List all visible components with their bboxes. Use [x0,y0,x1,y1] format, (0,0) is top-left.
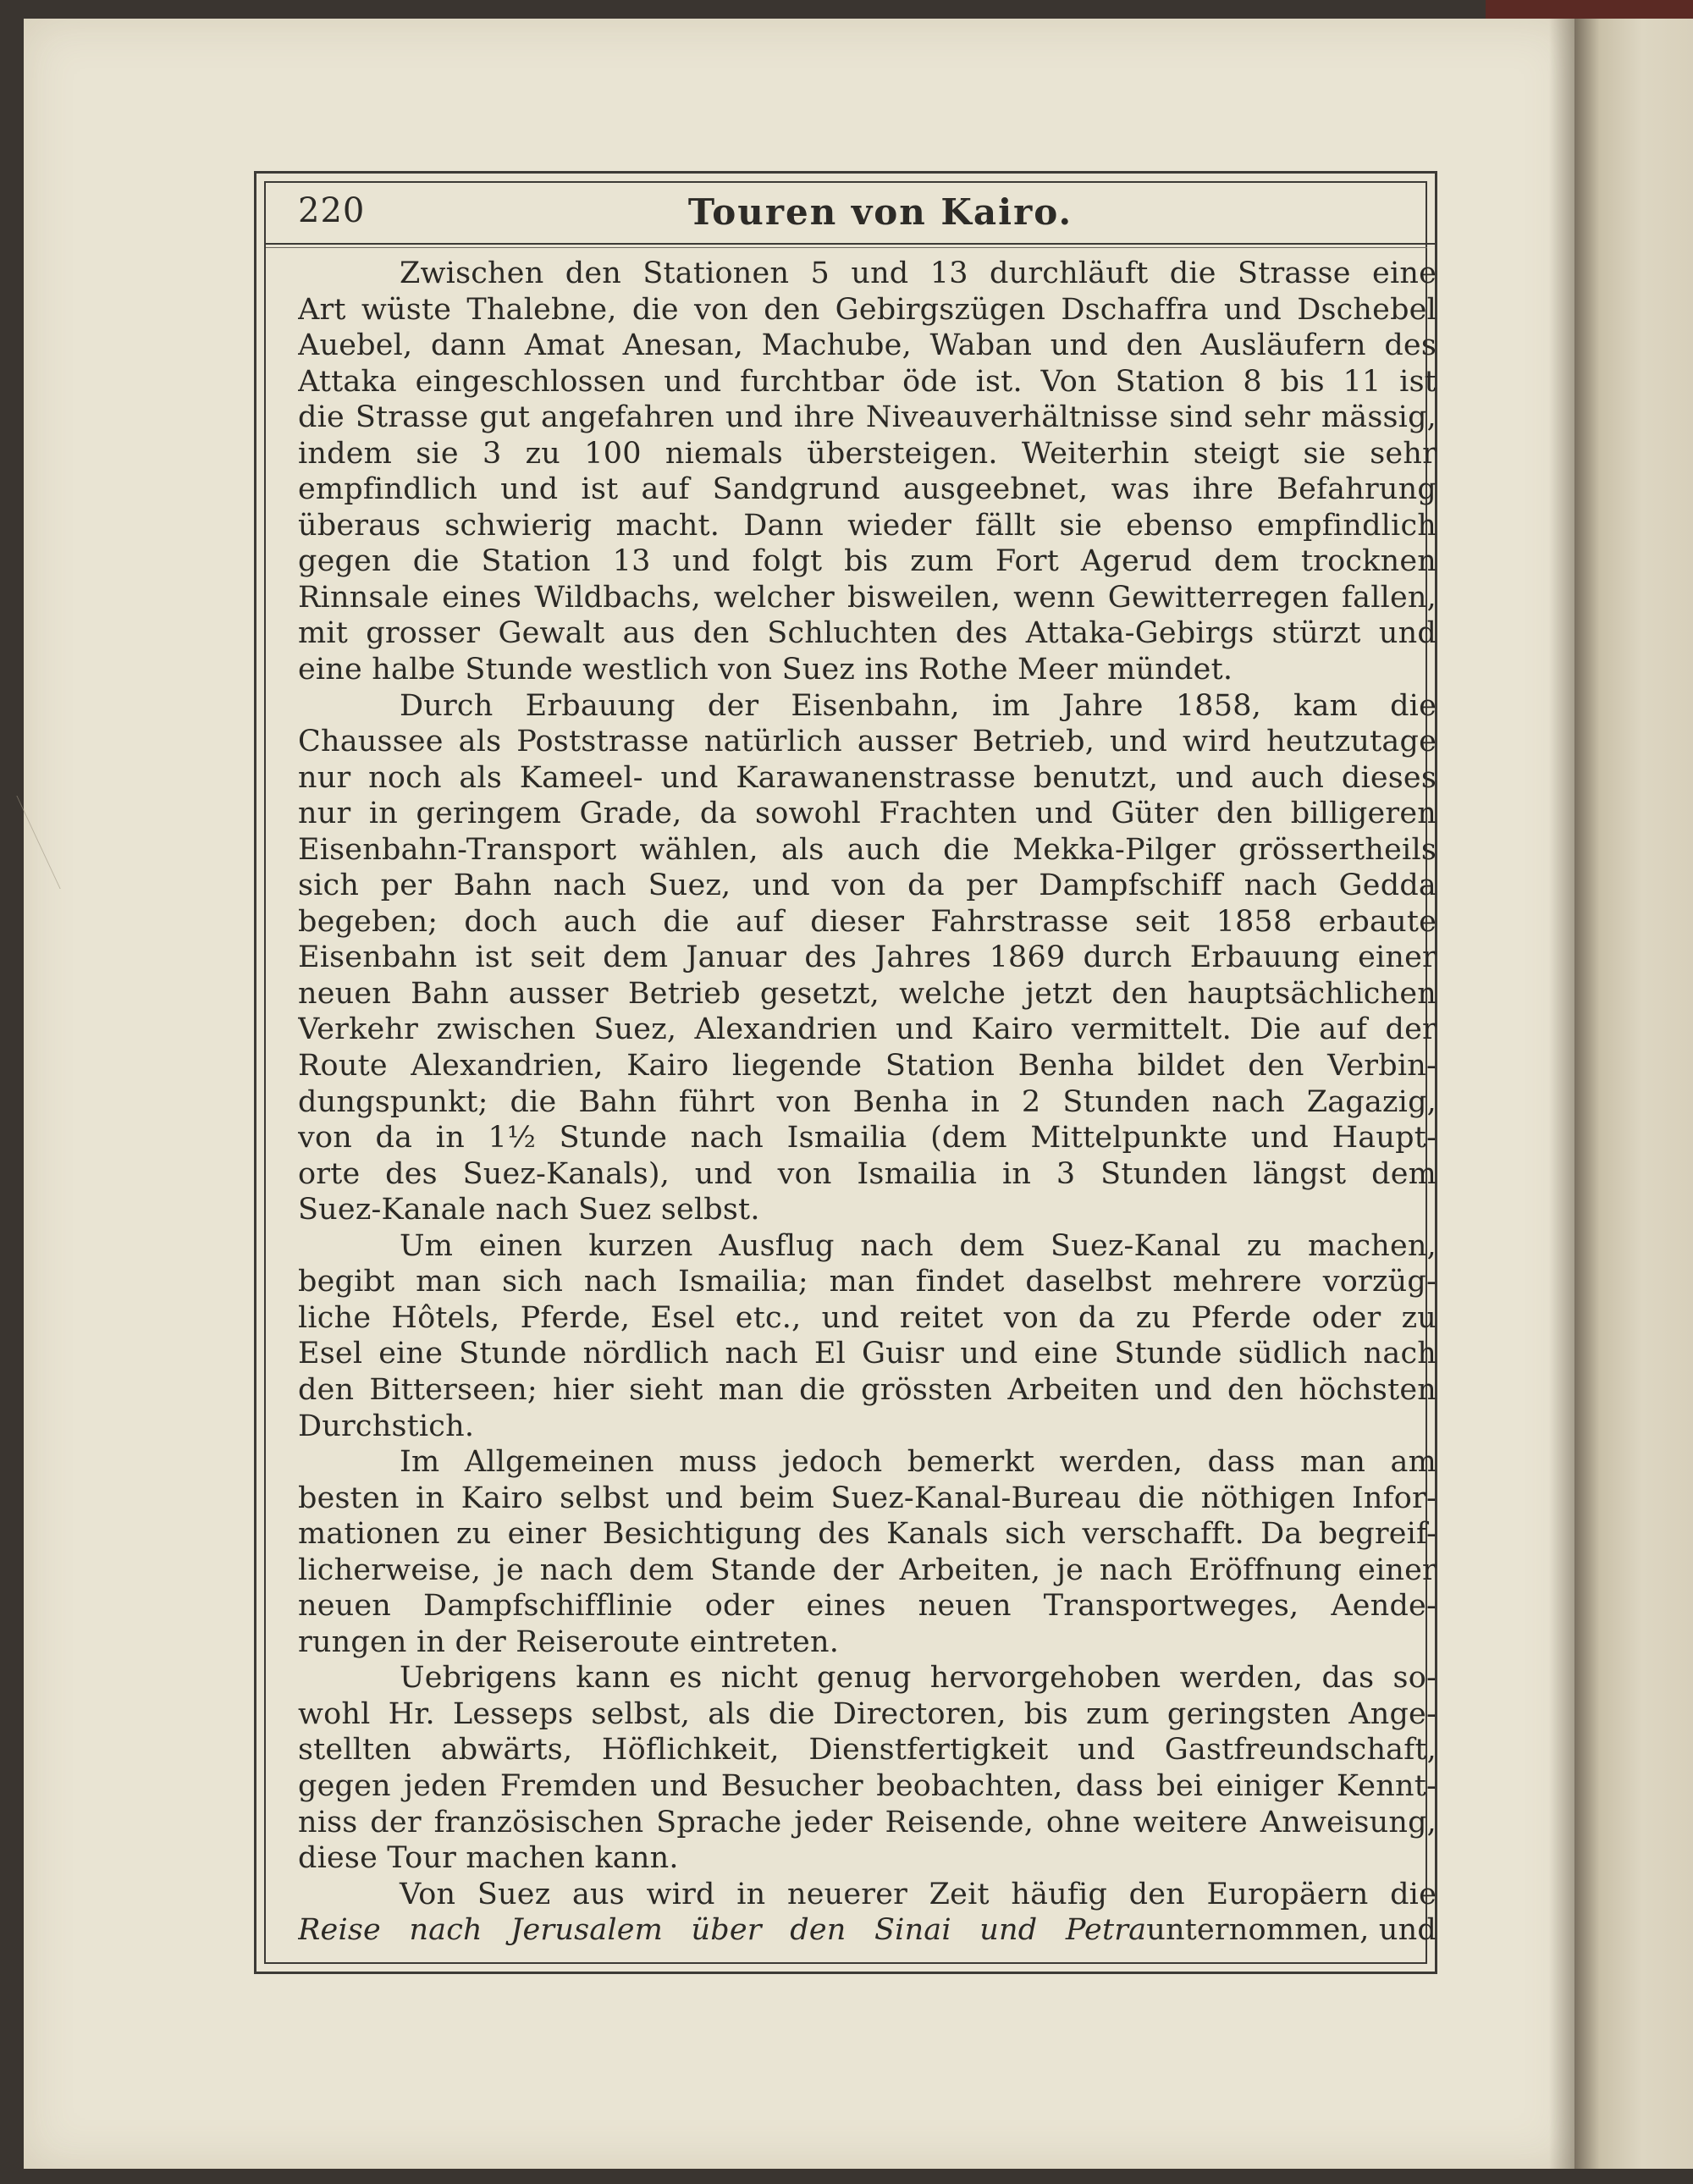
text-line-content: Chaussee als Poststrasse natürlich ausser Betrieb, und wird heutzutage [298,725,1437,759]
running-title: Touren von Kairo. [687,191,1073,233]
text-line [298,1048,1437,1084]
text-line [298,940,1437,976]
text-line [298,1228,1437,1265]
text-line [298,508,1437,544]
text-line [298,1877,1437,1913]
text-line [298,580,1437,616]
text-line [298,1192,1437,1228]
text-line-content: überaus schwierig macht. Dann wieder fällt sie ebenso empfindlich [298,508,1437,543]
text-line [298,976,1437,1012]
text-line-content: gegen die Station 13 und folgt bis zum Fort Agerud dem trocknen [298,544,1437,579]
text-line-content: indem sie 3 zu 100 niemals übersteigen. Weiterhin steigt sie sehr [298,436,1437,471]
text-line-content: Art wüste Thalebne, die von den Gebirgszügen Dschaffra und Dschebel [298,292,1437,327]
text-line [298,1696,1437,1733]
text-line-content: mit grosser Gewalt aus den Schluchten des Attaka-Gebirgs stürzt und [298,616,1437,651]
text-line-content: gegen jeden Fremden und Besucher beobachten, dass bei einiger Kennt- [298,1768,1437,1803]
book-edge-tab [1486,0,1693,20]
text-line-content: besten in Kairo selbst und beim Suez-Kanal-Bureau die nöthigen Infor- [298,1481,1437,1515]
text-line-content: Um einen kurzen Ausflug nach dem Suez-Kanal zu machen, [400,1228,1437,1263]
spine-shadow [1549,19,1574,2169]
text-line [298,1409,1437,1445]
italic-phrase: Reise nach Jerusalem über den Sinai und Petra [298,1913,1147,1948]
text-line-content: nur noch als Kameel- und Karawanenstrasse benutzt, und auch dieses [298,760,1437,795]
text-line [298,1156,1437,1193]
text-line [298,292,1437,328]
text-line-content: Suez-Kanale nach Suez selbst. [298,1193,760,1227]
text-line-content: Auebel, dann Amat Anesan, Machube, Waban und den Ausläufern des [298,328,1437,363]
text-line-content: liche Hôtels, Pferde, Esel etc., und reitet von da zu Pferde oder zu [298,1300,1437,1335]
text-line-content: Zwischen den Stationen 5 und 13 durchläuft die Strasse eine [400,256,1437,290]
text-line-content: orte des Suez-Kanals), und von Ismailia in 3 Stunden längst dem [298,1156,1437,1191]
text-line [298,472,1437,508]
text-line-content: sich per Bahn nach Suez, und von da per Dampfschiff nach Gedda [298,869,1437,903]
text-line-content: nur in geringem Grade, da sowohl Frachten und Güter den billigeren [298,797,1437,831]
text-line-content: Attaka eingeschlossen und furchtbar öde ist. Von Station 8 bis 11 ist [298,364,1437,399]
text-line-content: Durchstich. [298,1409,475,1443]
text-line [298,724,1437,760]
text-line-content: die Strasse gut angefahren und ihre Niveauverhältnisse sind sehr mässig, [298,400,1437,435]
text-line [298,364,1437,400]
regular-phrase: unternommen, und [1146,1913,1437,1948]
text-line-content [298,1912,1437,1949]
text-line [298,1481,1437,1517]
text-line [298,543,1437,580]
text-line [298,256,1437,292]
text-line-content: Verkehr zwischen Suez, Alexandrien und Kairo vermittelt. Die auf der [298,1012,1437,1047]
text-line-content: neuen Bahn ausser Betrieb gesetzt, welche jetzt den hauptsächlichen [298,976,1437,1011]
text-line [298,760,1437,797]
text-line-content: licherweise, je nach dem Stande der Arbeiten, je nach Eröffnung einer [298,1553,1437,1587]
text-line-content: stellten abwärts, Höflichkeit, Dienstfertigkeit und Gastfreundschaft, [298,1733,1437,1768]
text-line-content: den Bitterseen; hier sieht man die grössten Arbeiten und den höchsten [298,1372,1437,1407]
text-line [298,1372,1437,1409]
page-number: 220 [298,191,366,230]
text-line-content: empfindlich und ist auf Sandgrund ausgeebnet, was ihre Befahrung [298,472,1437,507]
text-line [298,688,1437,725]
text-line [298,1553,1437,1589]
text-line [298,1624,1437,1661]
text-line [298,904,1437,940]
text-line-content: eine halbe Stunde westlich von Suez ins Rothe Meer mündet. [298,653,1233,687]
text-line [298,652,1437,688]
text-line [298,1732,1437,1768]
text-line [298,1516,1437,1553]
text-line [298,1660,1437,1696]
adjacent-page-edge [1574,19,1693,2169]
text-line [298,1444,1437,1481]
text-line [298,1768,1437,1805]
text-line [298,832,1437,869]
text-line [298,1012,1437,1048]
text-line-content: diese Tour machen kann. [298,1841,679,1876]
text-line [298,400,1437,436]
text-line [298,1120,1437,1156]
text-line-content: mationen zu einer Besichtigung des Kanals sich verschafft. Da begreif- [298,1517,1437,1552]
text-line-content: Eisenbahn ist seit dem Januar des Jahres 1869 durch Erbauung einer [298,940,1437,975]
text-line [298,1264,1437,1300]
text-line [298,615,1437,652]
text-line [298,1084,1437,1121]
text-line-content: neuen Dampfschifflinie oder eines neuen Transportweges, Aende- [298,1589,1437,1624]
text-line-content: niss der französischen Sprache jeder Reisende, ohne weitere Anweisung, [298,1805,1437,1839]
text-line-content: Rinnsale eines Wildbachs, welcher bisweilen, wenn Gewitterregen fallen, [298,580,1437,615]
text-line [298,868,1437,904]
text-line [298,1300,1437,1337]
text-line [298,796,1437,832]
text-line-content: rungen in der Reiseroute eintreten. [298,1624,840,1659]
text-line-content: begibt man sich nach Ismailia; man findet daselbst mehrere vorzüg- [298,1265,1437,1299]
text-line [298,1588,1437,1624]
text-line-content: Route Alexandrien, Kairo liegende Station Benha bildet den Verbin- [298,1049,1437,1084]
text-line-content: Im Allgemeinen muss jedoch bemerkt werden, dass man am [400,1445,1437,1480]
body-text [298,256,1437,1949]
text-line [298,436,1437,472]
text-line [298,1840,1437,1877]
text-line-content: wohl Hr. Lesseps selbst, als die Directoren, bis zum geringsten Ange- [298,1696,1437,1731]
text-line-content: Eisenbahn-Transport wählen, als auch die Mekka-Pilger grössertheils [298,832,1437,867]
text-line-content: begeben; doch auch die auf dieser Fahrstrasse seit 1858 erbaute [298,904,1437,939]
header-rule-secondary [266,247,1427,248]
text-line [298,1336,1437,1372]
text-line-content: dungspunkt; die Bahn führt von Benha in 2 Stunden nach Zagazig, [298,1084,1437,1119]
text-line-content: Esel eine Stunde nördlich nach El Guisr und eine Stunde südlich nach [298,1337,1437,1371]
text-line-content: Durch Erbauung der Eisenbahn, im Jahre 1858, kam die [400,688,1437,723]
text-line-content: Von Suez aus wird in neuerer Zeit häufig den Europäern die [400,1877,1437,1911]
text-line [298,1805,1437,1841]
text-line-content: von da in 1½ Stunde nach Ismailia (dem Mittelpunkte und Haupt- [298,1121,1437,1155]
header-rule [266,243,1437,245]
text-line-final [298,1912,1437,1949]
text-line-content: Uebrigens kann es nicht genug hervorgehoben werden, das so- [400,1661,1437,1696]
text-line [298,328,1437,364]
